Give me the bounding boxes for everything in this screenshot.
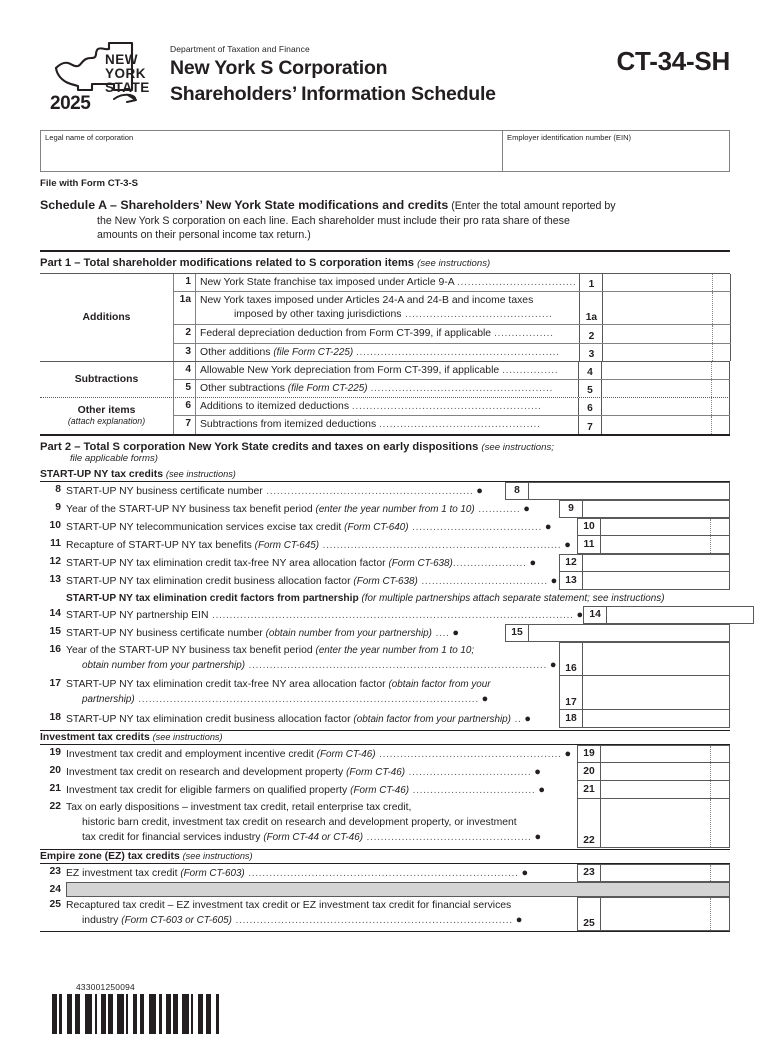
line-description: Subtractions from itemized deductions .............................................. [200,419,541,431]
line-number: 12 [49,555,61,567]
amount-input[interactable] [601,781,730,799]
line-description: EZ investment tax credit (Form CT-603) ............................................................................. ● [66,866,529,879]
line-box-number: 8 [505,482,529,500]
line-box-number: 6 [578,398,602,415]
logo-line-york: YORK [105,66,147,81]
line-box-number: 19 [577,745,601,763]
line-description: START-UP NY tax elimination credit business allocation factor (Form CT-638) .................................... ● [66,574,558,587]
table-row [40,536,730,554]
amount-cents-input[interactable] [712,380,730,397]
line-number: 6 [174,398,196,415]
amount-cents-input[interactable] [712,416,730,433]
amount-input[interactable] [583,676,730,710]
table-row [40,397,730,433]
line-number: 19 [49,746,61,758]
part2-heading-row [40,441,730,464]
table-row [174,398,730,415]
schedule-a-heading: Schedule A – Shareholders’ New York State modifications and credits [40,198,449,212]
line-number: 2 [174,325,196,342]
barcode-number: 433001250094 [76,982,135,992]
line-description: New York taxes imposed under Articles 24-A and 24-B and income taxes imposed by other taxing jurisdictions .......................................... [200,294,553,321]
reserved-shaded-cell [66,882,577,897]
amount-input[interactable] [601,897,730,931]
startup-ny-lines [40,482,730,728]
line-description: Tax on early dispositions – investment tax credit, retail enterprise tax credit, historic barn credit, investment tax credit on research and development property, or investment tax credit for financial services industry (Form CT-44 or CT-46) ............................................... ● [66,801,542,844]
section-title: Empire zone (EZ) tax credits [40,850,180,862]
line-number: 7 [174,416,196,433]
line-number: 1a [174,292,196,324]
line-number: 8 [55,483,61,495]
line-number: 4 [174,362,196,379]
part1-table [40,273,730,434]
line-description: START-UP NY tax elimination credit business allocation factor (obtain factor from your partnership) .. ● [66,712,532,725]
section-investment-tax-credits [40,730,730,745]
table-row [40,781,730,799]
line-number: 20 [49,764,61,776]
table-row [40,500,730,518]
table-row [40,606,730,624]
table-row [174,379,730,397]
amount-input[interactable] [583,554,730,572]
line-description: Other subtractions (file Form CT-225) .................................................... [200,383,554,394]
form-page [0,38,770,1062]
amount-dollars-input[interactable] [602,398,712,415]
line-description: Allowable New York depreciation from Form CT-399, if applicable ................ [200,364,559,376]
amount-dollars-input[interactable] [603,292,713,324]
table-row [40,676,730,710]
partnership-ein-input[interactable] [607,606,754,624]
barcode-image [52,994,262,1034]
line-description: START-UP NY business certificate number (obtain number from your partnership) .... ● [66,626,460,639]
category-additions [40,274,174,361]
line-number: 3 [174,344,196,361]
table-row [174,324,731,342]
new-york-state-logo [48,38,166,114]
amount-cents-input[interactable] [713,325,731,342]
line-number: 14 [49,607,61,619]
line-box-number: 23 [577,864,601,882]
line-box-number: 18 [559,710,583,728]
section-note: (see instructions) [165,468,236,479]
line-description: START-UP NY tax elimination credit tax-free NY area allocation factor (obtain factor from your partnership) ................................................................................................. ● [66,678,491,706]
amount-dollars-input[interactable] [603,274,713,291]
logo-year: 2025 [50,93,91,114]
barcode-block [52,982,262,1034]
investment-credit-lines [40,745,730,848]
identity-box [40,130,730,172]
amount-cents-input[interactable] [712,362,730,379]
section-title: Investment tax credits [40,731,150,743]
table-row [40,482,730,500]
ein-field[interactable] [503,131,729,171]
amount-input[interactable] [601,763,730,781]
line-box-number: 12 [559,554,583,572]
table-row [40,361,730,397]
line-number: 25 [49,898,61,910]
line-box-number: 14 [583,606,607,624]
table-row [40,710,730,728]
part2-heading: Part 2 – Total S corporation New York State credits and taxes on early dispositions [40,440,479,453]
amount-cents-input[interactable] [713,274,731,291]
file-with-note: File with Form CT-3-S [40,178,139,189]
line-number: 1 [174,274,196,291]
amount-dollars-input[interactable] [603,325,713,342]
table-row [174,415,730,433]
form-number: CT-34-SH [616,46,730,76]
schedule-a-note-1: (Enter the total amount reported by [451,200,616,212]
line-description: Investment tax credit on research and development property (Form CT-46) ................................... ● [66,765,541,778]
table-row [40,518,730,536]
line-number: 21 [49,782,61,794]
schedule-a-block [40,198,730,243]
line-box-number: 13 [559,572,583,590]
table-row [40,274,730,361]
line-description: START-UP NY telecommunication services excise tax credit (Form CT-640) ..................................... ● [66,520,552,533]
department-name: Department of Taxation and Finance [170,44,310,54]
table-row [174,274,731,291]
table-row [40,554,730,572]
line-number: 17 [49,677,61,689]
amount-input[interactable] [583,500,730,518]
line-box-number: 17 [559,676,583,710]
amount-input[interactable] [601,536,730,554]
line-number: 15 [49,625,61,637]
line-box-number: 22 [577,799,601,848]
section-empire-zone [40,849,730,864]
line-description: Federal depreciation deduction from Form CT-399, if applicable ................. [200,328,554,340]
part1-heading-note: (see instructions) [417,257,491,269]
line-box-number: 1a [579,292,603,324]
section-note: (see instructions) [152,731,223,742]
table-row [174,362,730,379]
section-note: (see instructions) [182,850,253,861]
line-number: 13 [49,573,61,585]
amount-input[interactable] [583,642,730,676]
amount-input[interactable] [583,710,730,728]
line-box-number: 4 [578,362,602,379]
line-number: 24 [49,883,61,895]
line-number: 23 [49,865,61,877]
table-row [40,572,730,590]
part1-bottom-rule [40,434,730,436]
amount-cents-input[interactable] [712,398,730,415]
amount-dollars-input[interactable] [602,380,712,397]
amount-dollars-input[interactable] [602,416,712,433]
schedule-a-note-2: the New York S corporation on each line. Each shareholder must include their pro rata share of these [97,214,570,227]
line-box-number: 2 [579,325,603,342]
section-title: START-UP NY tax credits [40,468,163,480]
line-description: START-UP NY partnership EIN ....................................................................................................... ● [66,608,584,621]
reserved-shaded-amount [601,882,730,897]
table-row [40,763,730,781]
table-row [40,799,730,848]
part2-heading-note2: file applicable forms) [70,452,158,464]
amount-dollars-input[interactable] [603,344,713,361]
line-box-number: 1 [579,274,603,291]
part2-heading-note: (see instructions; [481,441,554,453]
table-row [40,745,730,763]
certificate-number-input[interactable] [529,624,730,642]
line-number: 5 [174,380,196,397]
line-box-number: 5 [578,380,602,397]
line-box-number: 16 [559,642,583,676]
amount-input[interactable] [601,864,730,882]
form-header [40,38,730,116]
legal-name-caption: Legal name of corporation [45,133,134,142]
line-number: 11 [50,537,61,549]
line-box-number: 21 [577,781,601,799]
line-description: Investment tax credit and employment incentive credit (Form CT-46) .................................................... ● [66,747,572,760]
line-box-number: 20 [577,763,601,781]
line-box-number: 3 [579,344,603,361]
form-title-line1: New York S Corporation [170,57,388,79]
line-description: START-UP NY business certificate number ........................................................... ● [66,484,483,497]
category-sublabel: (attach explanation) [67,416,146,427]
table-row [174,291,731,324]
logo-line-state: STATE [105,80,150,95]
reserved-shaded-box [577,882,601,897]
line-description: Year of the START-UP NY business tax benefit period (enter the year number from 1 to 10; obtain number from your partnership) ..................................................................................... ● [66,644,557,672]
line-description: New York State franchise tax imposed under Article 9-A .................................. [200,276,577,288]
amount-input[interactable] [601,745,730,763]
line-box-number: 9 [559,500,583,518]
line-description: Recaptured tax credit – EZ investment tax credit or EZ investment tax credit for financial services industry (Form CT-603 or CT-605) ............................................................................... ● [66,899,523,927]
category-label: Other items [77,405,136,417]
partnership-subheading-row [40,590,730,606]
line-description: Recapture of START-UP NY tax benefits (Form CT-645) .................................................................... ● [66,538,571,551]
empire-zone-lines [40,864,730,931]
line-box-number: 10 [577,518,601,536]
partnership-subheading: START-UP NY tax elimination credit factors from partnership (for multiple partnerships attach separate statement; see instructions) [66,592,665,604]
table-row [40,897,730,931]
line-number: 10 [49,519,61,531]
part1-heading-row [40,257,730,269]
table-row [40,864,730,882]
category-label: Subtractions [74,374,139,385]
table-row [40,642,730,676]
amount-cents-input[interactable] [713,292,731,324]
line-description: Other additions (file Form CT-225) .......................................................... [200,346,560,358]
table-row [174,343,731,361]
category-label: Additions [82,311,131,323]
certificate-number-input[interactable] [529,482,730,500]
line-description: START-UP NY tax elimination credit tax-free NY area allocation factor (Form CT-638)..................... ● [66,556,537,569]
schedule-a-divider [40,250,730,252]
table-row [40,624,730,642]
line-description: Year of the START-UP NY business tax benefit period (enter the year number from 1 to 10) ............ ● [66,502,530,515]
legal-name-field[interactable] [41,131,503,171]
table-row [40,882,730,897]
amount-dollars-input[interactable] [602,362,712,379]
category-subtractions [40,362,174,397]
line-number: 9 [55,501,61,513]
form-title-line2: Shareholders’ Information Schedule [170,83,496,105]
line-description: Additions to itemized deductions ...................................................... [200,401,542,413]
section-startup-ny [40,467,730,482]
line-box-number: 25 [577,897,601,931]
line-number: 22 [49,800,61,812]
schedule-a-note-3: amounts on their personal income tax return.) [97,229,311,242]
part1-heading: Part 1 – Total shareholder modifications related to S corporation items [40,256,415,269]
line-box-number: 11 [577,536,601,554]
line-number: 16 [49,643,61,655]
amount-cents-input[interactable] [713,344,731,361]
amount-input[interactable] [583,572,730,590]
amount-input[interactable] [601,799,730,848]
line-description: Investment tax credit for eligible farmers on qualified property (Form CT-46) ................................... ● [66,783,545,796]
part2-bottom-rule [40,931,730,932]
amount-input[interactable] [601,518,730,536]
line-box-number: 7 [578,416,602,433]
line-box-number: 15 [505,624,529,642]
ein-caption: Employer identification number (EIN) [507,133,632,142]
line-number: 18 [49,711,61,723]
logo-line-new: NEW [105,52,138,67]
category-other-items [40,398,174,433]
